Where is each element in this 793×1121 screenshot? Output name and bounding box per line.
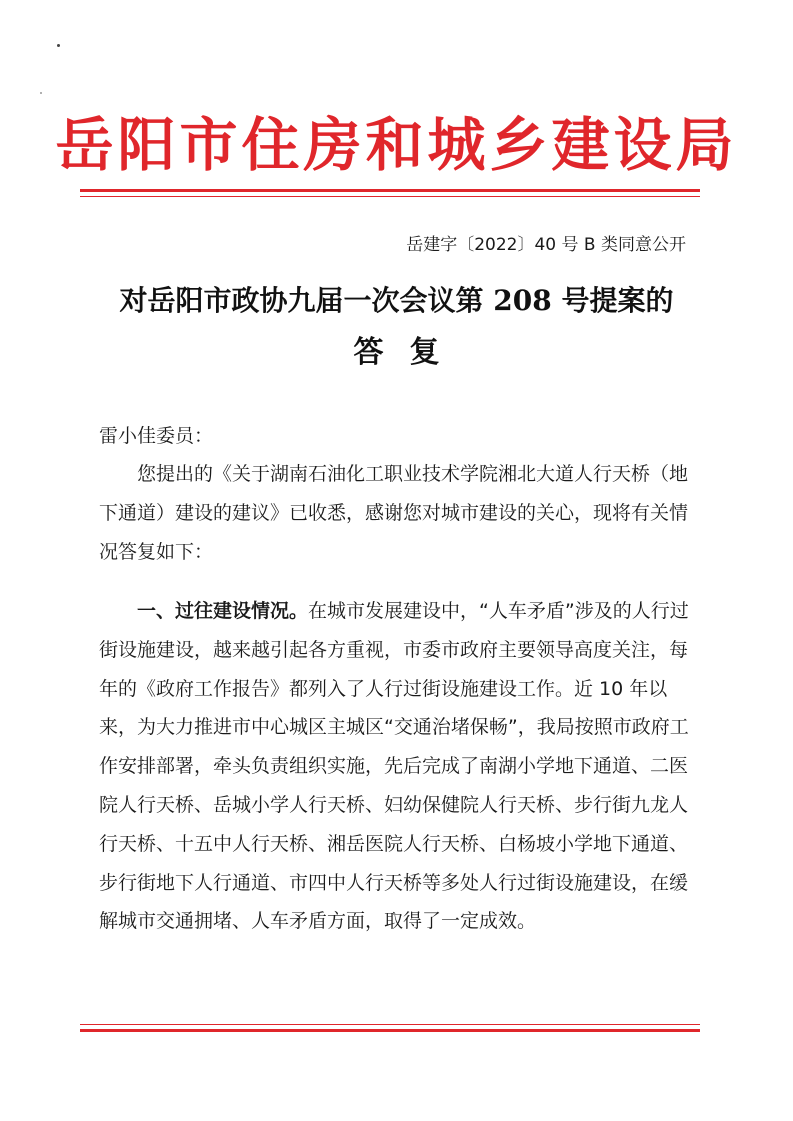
reply-title-line1: 对岳阳市政协九届一次会议第 208 号提案的 — [119, 284, 674, 317]
salutation — [99, 417, 699, 456]
scan-speck — [40, 92, 42, 94]
section-1-paragraph — [99, 592, 699, 941]
section-1-text-wrapper — [99, 592, 699, 941]
letterhead-rule-thick — [80, 189, 700, 192]
section-1-heading: 一、过往建设情况。 — [137, 600, 309, 622]
footer-rule-thin — [80, 1024, 700, 1025]
salutation-text: 雷小佳委员： — [99, 425, 214, 447]
footer-rule-thick — [80, 1029, 700, 1032]
intro-paragraph — [99, 455, 699, 571]
section-1-text: 在城市发展建设中，“人车矛盾”涉及的人行过街设施建设，越来越引起各方重视，市委市政府主要领导高度关注，每年的《政府工作报告》都列入了人行过街设施建设工作。近 10 年以来，为大力推进市中心城区主城区“交通治堵保畅”，我局按照市政府工作安排部署，牵头负责组织实施，先后完成了南湖小学地下通道、二医院人行天桥、岳城小学人行天桥、妇幼保健院人行天桥、步行街九龙人行天桥、十五中人行天桥、湘岳医院人行天桥、白杨坡小学地下通道、步行街地下人行通道、市四中人行天桥等多处人行过街设施建设，在缓解城市交通拥堵、人车矛盾方面，取得了一定成效。 — [99, 600, 689, 933]
document-number: 岳建字〔2022〕40 号 B 类同意公开 — [406, 235, 686, 255]
scan-speck — [57, 44, 60, 47]
agency-letterhead: 岳阳市住房和城乡建设局 — [55, 111, 738, 179]
letterhead-rule-thin — [80, 196, 700, 197]
reply-title-line2: 答复 — [353, 335, 466, 370]
intro-paragraph-text: 您提出的《关于湖南石油化工职业技术学院湘北大道人行天桥（地下通道）建设的建议》已收悉，感谢您对城市建设的关心，现将有关情况答复如下： — [99, 463, 689, 563]
